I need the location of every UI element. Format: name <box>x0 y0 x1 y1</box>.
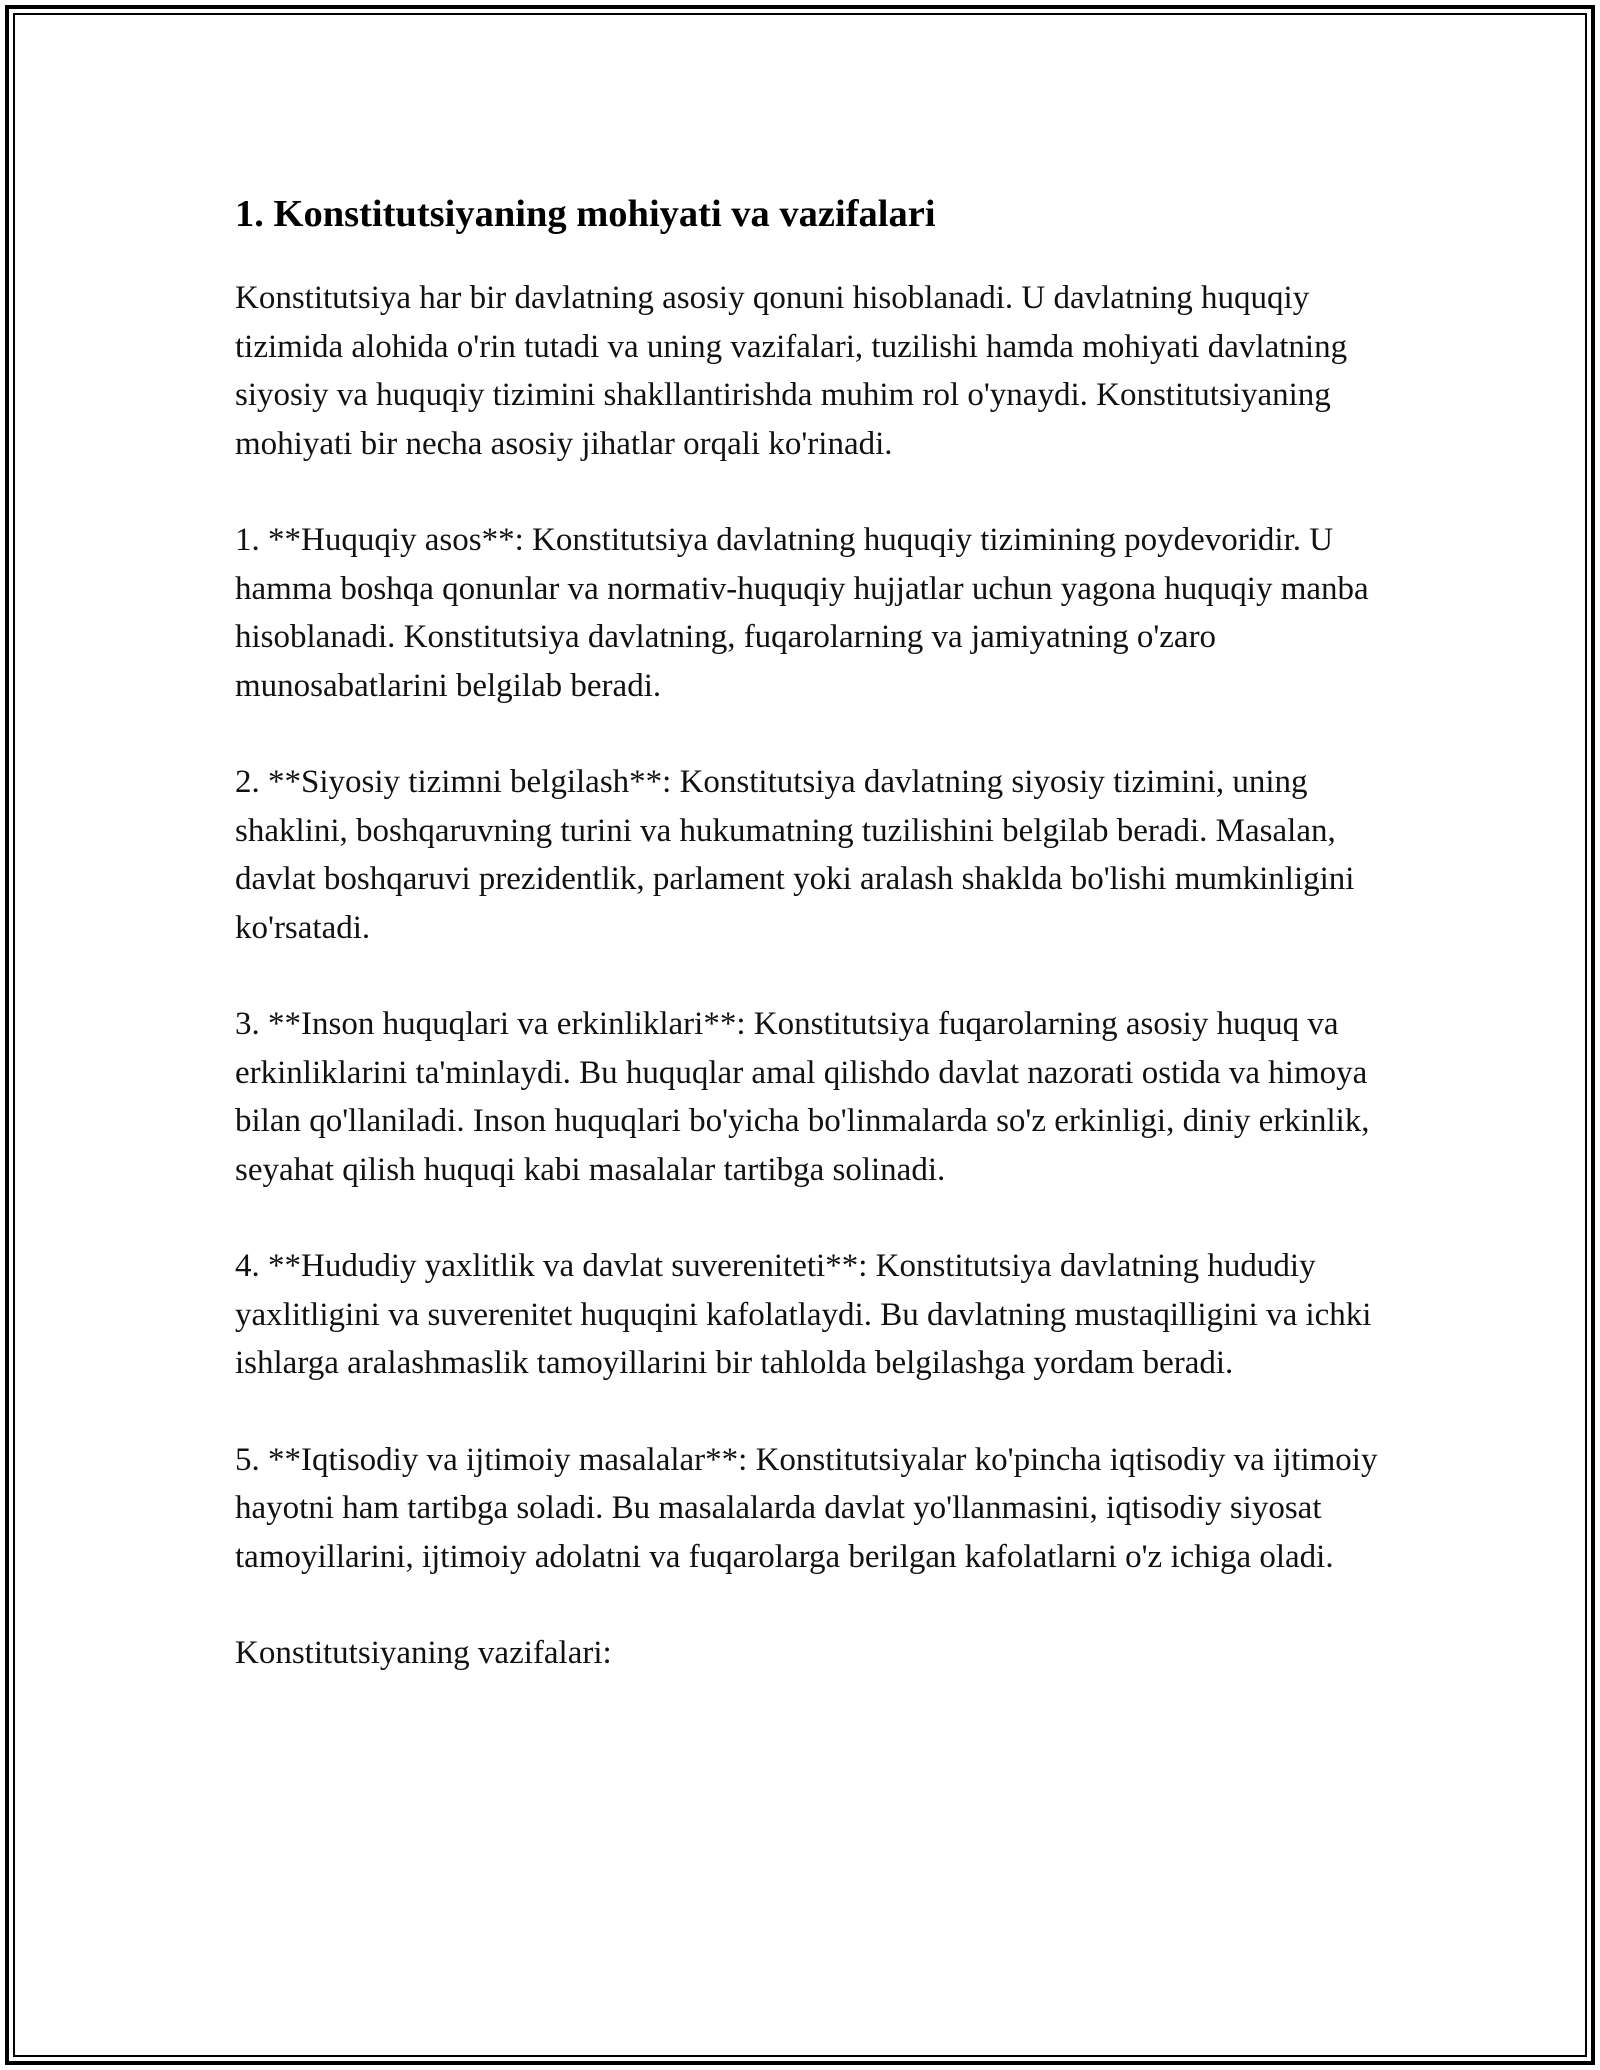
document-body <box>235 188 1385 1726</box>
list-item-economic-social: 5. **Iqtisodiy va ijtimoiy masalalar**: Konstitutsiyalar ko'pincha iqtisodiy va ijtimoiy hayotni ham tartibga soladi. Bu masalalarda davlat yo'llanmasini, iqtisodiy siyosat tamoyillarini, ijtimoiy adolatni va fuqarolarga berilgan kafolatlarni o'z ichiga oladi. <box>235 1441 1378 1575</box>
list-item-territorial-integrity: 4. **Hududiy yaxlitlik va davlat suvereniteti**: Konstitutsiya davlatning hududiy yaxlitligini va suverenitet huquqini kafolatlaydi. Bu davlatning mustaqilligini va ichki ishlarga aralashmaslik tamoyillarini bir tahlolda belgilashga yordam beradi. <box>235 1248 1372 1381</box>
section-heading: 1. Konstitutsiyaning mohiyati va vazifalari <box>235 193 936 235</box>
closing-line: Konstitutsiyaning vazifalari: <box>235 1635 612 1671</box>
list-item-legal-basis: 1. **Huquqiy asos**: Konstitutsiya davlatning huquqiy tizimining poydevoridir. U hamma boshqa qonunlar va normativ-huquqiy hujjatlar uchun yagona huquqiy manba hisoblanadi. Konstitutsiya davlatning, fuqarolarning va jamiyatning o'zaro munosabatlarini belgilab beradi. <box>235 522 1369 704</box>
intro-paragraph: Konstitutsiya har bir davlatning asosiy qonuni hisoblanadi. U davlatning huquqiy tizimida alohida o'rin tutadi va uning vazifalari, tuzilishi hamda mohiyati davlatning siyosiy va huquqiy tizimini shakllantirishda muhim rol o'ynaydi. Konstitutsiyaning mohiyati bir necha asosiy jihatlar orqali ko'rinadi. <box>235 280 1348 462</box>
list-item-human-rights: 3. **Inson huquqlari va erkinliklari**: Konstitutsiya fuqarolarning asosiy huquq va erkinliklarini ta'minlaydi. Bu huquqlar amal qilishdo davlat nazorati ostida va himoya bilan qo'llaniladi. Inson huquqlari bo'yicha bo'linmalarda so'z erkinligi, diniy erkinlik, seyahat qilish huquqi kabi masalalar tartibga solinadi. <box>235 1006 1370 1188</box>
list-item-political-system: 2. **Siyosiy tizimni belgilash**: Konstitutsiya davlatning siyosiy tizimini, uning shaklini, boshqaruvning turini va hukumatning tuzilishini belgilab beradi. Masalan, davlat boshqaruvi prezidentlik, parlament yoki aralash shaklda bo'lishi mumkinligini ko'rsatadi. <box>235 764 1355 946</box>
